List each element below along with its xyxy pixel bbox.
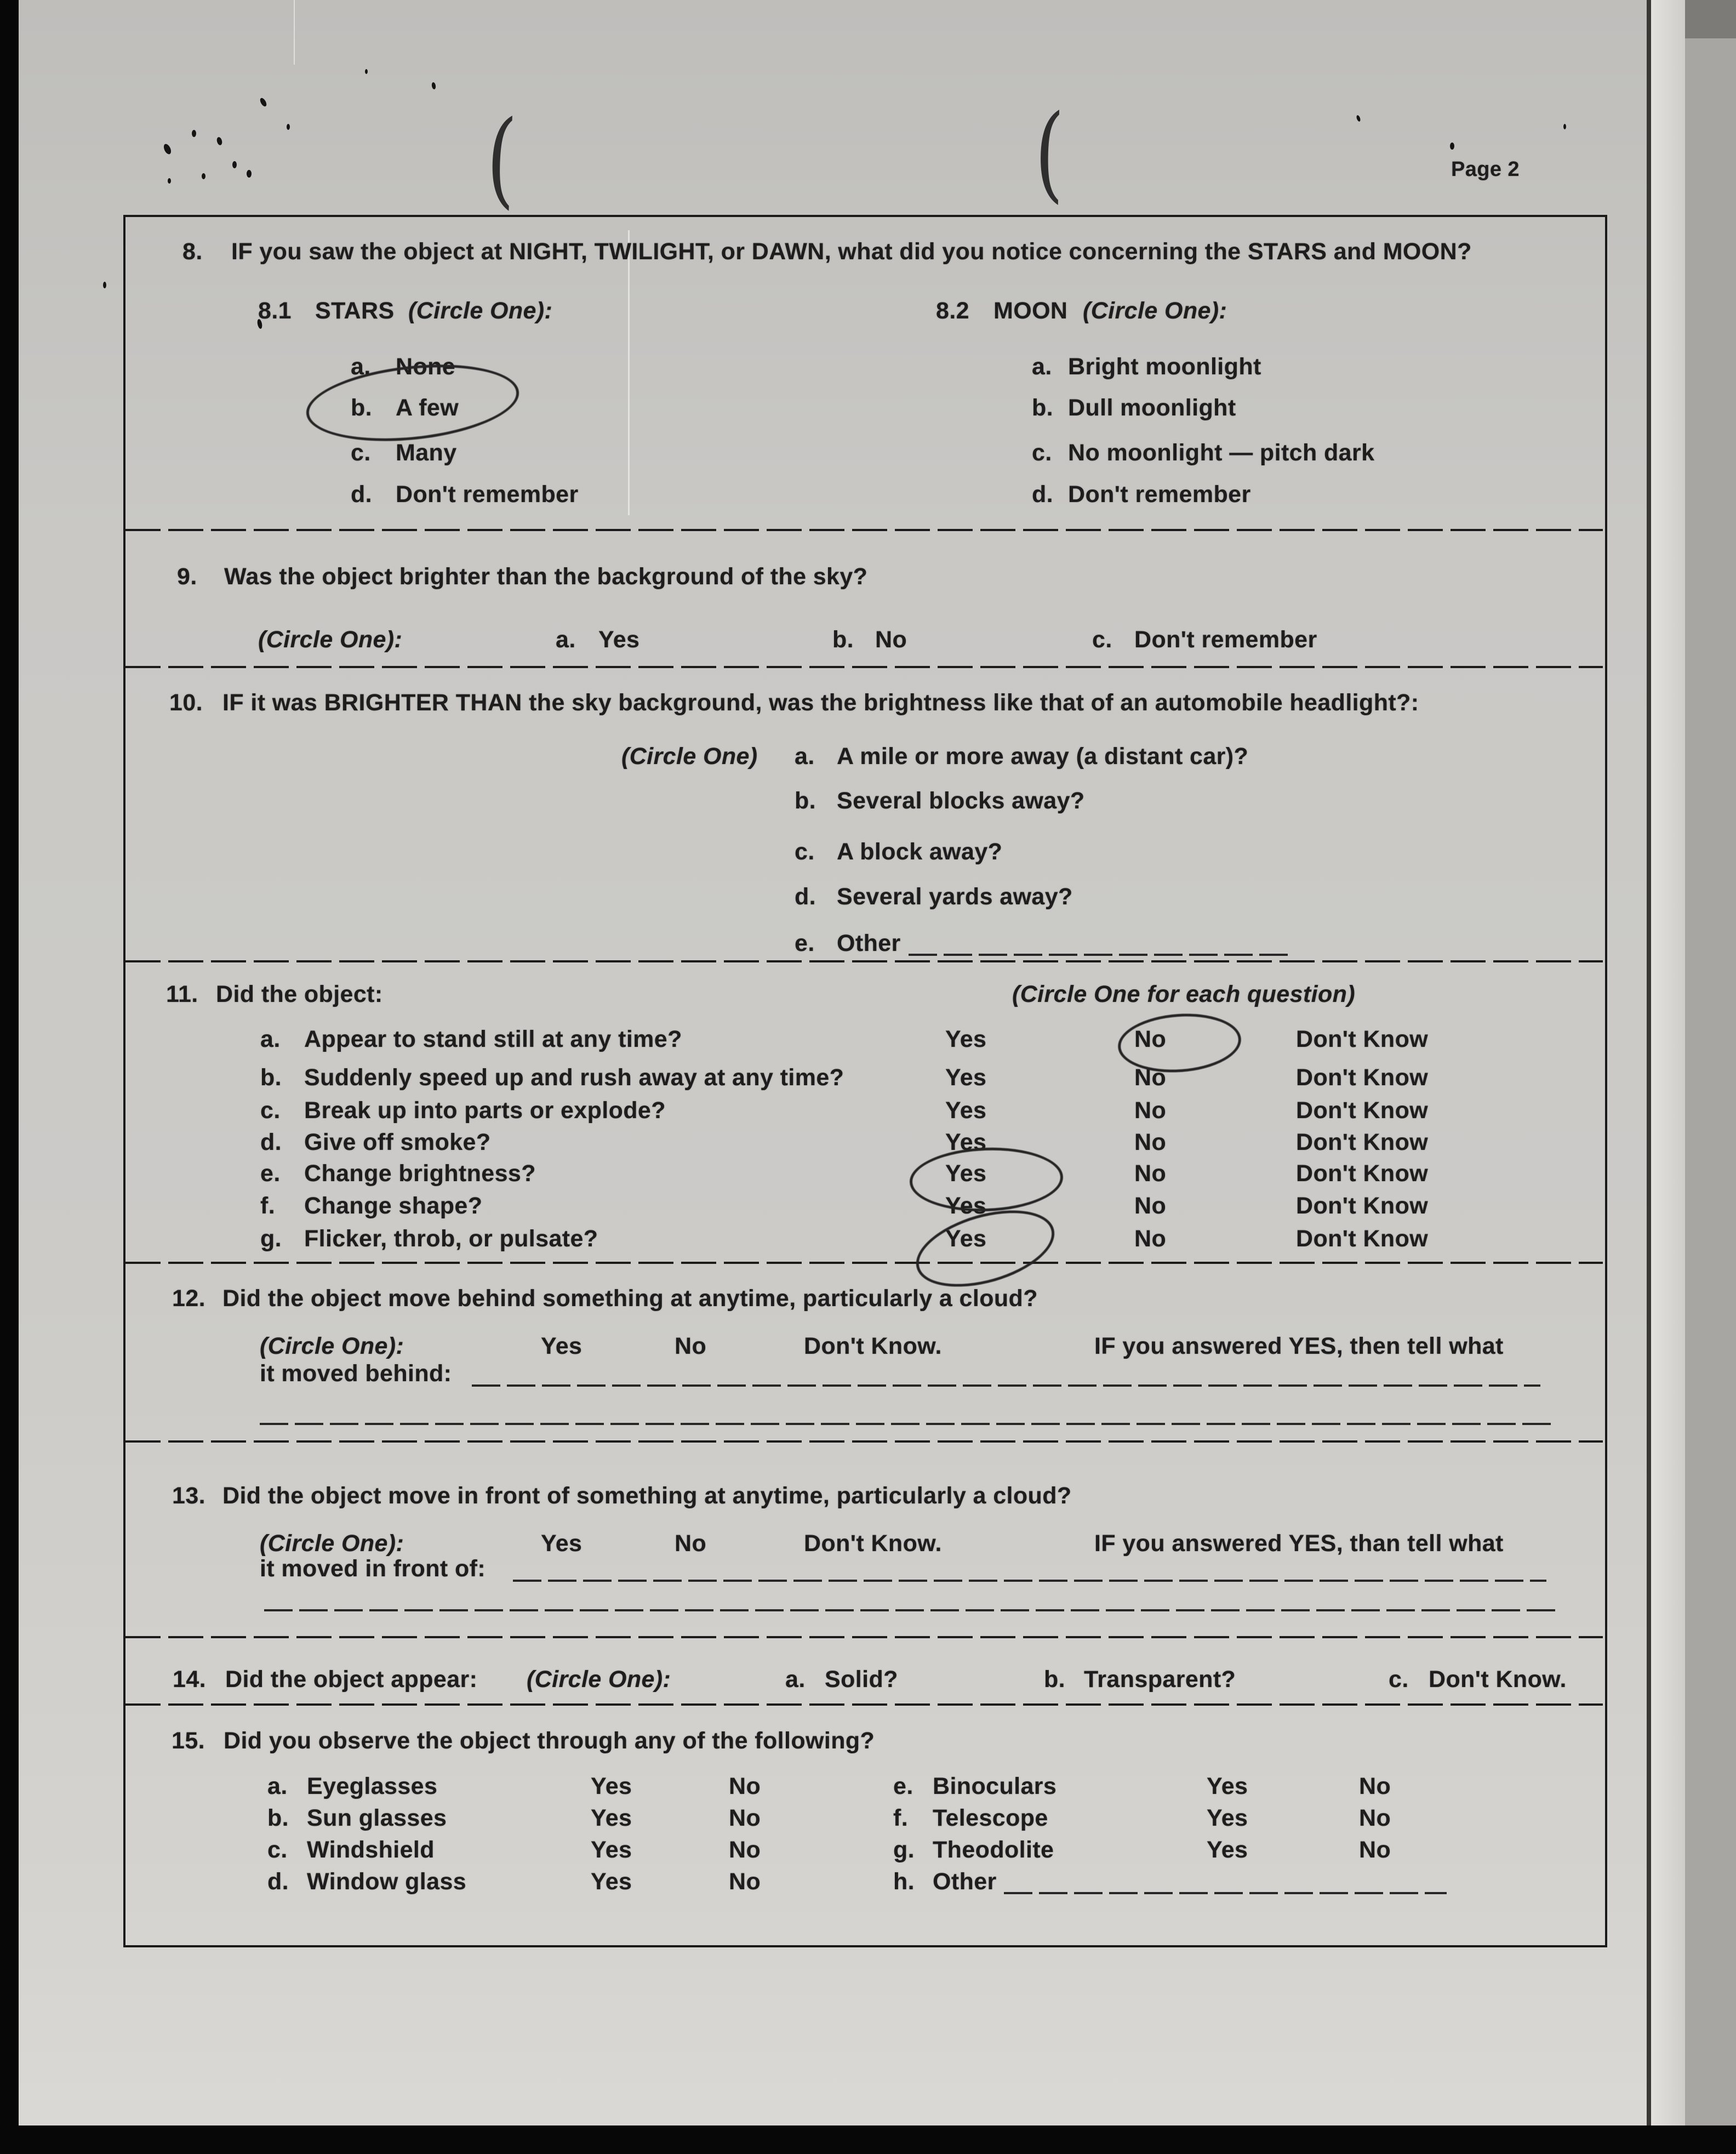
q11-row-no: No bbox=[1134, 1026, 1167, 1052]
q14-option-label: Solid? bbox=[825, 1666, 898, 1693]
q15-row-no: No bbox=[729, 1773, 761, 1799]
q10-number: 10. bbox=[169, 689, 203, 716]
q13-answer-blank-line-2 bbox=[264, 1609, 1555, 1611]
q13-circle-one: (Circle One): bbox=[260, 1530, 404, 1557]
q9-option-letter: b. bbox=[832, 626, 854, 653]
q11-instruction: (Circle One for each question) bbox=[1012, 981, 1356, 1007]
q11-row-no: No bbox=[1134, 1129, 1167, 1155]
q11-row-no: No bbox=[1134, 1064, 1167, 1091]
section-separator bbox=[125, 529, 1603, 531]
q10-option-letter: d. bbox=[795, 884, 816, 910]
q8-stars-option-label: Don't remember bbox=[396, 481, 579, 508]
q15-row-no: No bbox=[1359, 1837, 1391, 1863]
q13-dont-know: Don't Know. bbox=[804, 1530, 942, 1557]
q12-text: Did the object move behind something at anytime, particularly a cloud? bbox=[222, 1285, 1038, 1312]
q15-row-yes: Yes bbox=[591, 1868, 632, 1895]
q15-row-letter: h. bbox=[893, 1868, 915, 1895]
q11-row-yes: Yes bbox=[945, 1129, 987, 1155]
q15-row-label: Theodolite bbox=[933, 1837, 1054, 1863]
q12-circle-one: (Circle One): bbox=[260, 1333, 404, 1359]
q15-row-letter: c. bbox=[267, 1837, 288, 1863]
q11-row-no: No bbox=[1134, 1226, 1167, 1252]
scan-left-black-bar bbox=[0, 0, 19, 2154]
q8-moon-option-letter: b. bbox=[1032, 395, 1054, 421]
q13-number: 13. bbox=[172, 1483, 205, 1509]
section-separator bbox=[125, 1636, 1603, 1638]
q11-row-yes: Yes bbox=[945, 1064, 987, 1091]
q11-row-label: Appear to stand still at any time? bbox=[304, 1026, 682, 1052]
ink-speck bbox=[1563, 124, 1566, 129]
q11-row-letter: d. bbox=[260, 1129, 282, 1155]
q12-yes: Yes bbox=[541, 1333, 583, 1359]
q11-row-letter: f. bbox=[260, 1193, 276, 1219]
q8-stars-option-letter: b. bbox=[351, 395, 373, 421]
section-separator bbox=[125, 1262, 1603, 1264]
q15-row-letter: d. bbox=[267, 1868, 289, 1895]
q13-text: Did the object move in front of something at anytime, particularly a cloud? bbox=[222, 1483, 1072, 1509]
section-separator bbox=[125, 1440, 1603, 1443]
q15-row-yes: Yes bbox=[1207, 1837, 1248, 1863]
paper-right-edge-line bbox=[1647, 0, 1651, 2154]
q15-row-label: Telescope bbox=[933, 1805, 1048, 1831]
q11-row-dont-know: Don't Know bbox=[1296, 1160, 1429, 1187]
q8-stars-option-label: None bbox=[396, 354, 456, 380]
q13-answer-blank-line bbox=[513, 1580, 1546, 1582]
q10-option-letter: c. bbox=[795, 839, 815, 865]
q8-number: 8. bbox=[182, 238, 203, 265]
stray-paren-mark: ( bbox=[1033, 92, 1065, 214]
q14-option-letter: c. bbox=[1389, 1666, 1409, 1693]
q8-moon-option-letter: a. bbox=[1032, 354, 1052, 380]
q9-option-label: No bbox=[875, 626, 907, 653]
q10-other-blank-line bbox=[909, 954, 1289, 956]
q12-answer-blank-line-2 bbox=[260, 1423, 1555, 1425]
scan-scratch bbox=[294, 0, 295, 65]
q11-row-label: Give off smoke? bbox=[304, 1129, 491, 1155]
q12-if-text: IF you answered YES, then tell what bbox=[1094, 1333, 1504, 1359]
q9-option-letter: c. bbox=[1092, 626, 1112, 653]
q11-row-dont-know: Don't Know bbox=[1296, 1026, 1429, 1052]
q15-row-yes: Yes bbox=[1207, 1805, 1248, 1831]
scan-bottom-black-bar bbox=[0, 2125, 1736, 2154]
page-number-label: Page 2 bbox=[1451, 158, 1520, 181]
q11-row-label: Change shape? bbox=[304, 1193, 483, 1219]
q13-yes: Yes bbox=[541, 1530, 583, 1557]
q11-row-letter: a. bbox=[260, 1026, 281, 1052]
q15-other-blank-line bbox=[1004, 1892, 1447, 1894]
q15-row-yes: Yes bbox=[591, 1805, 632, 1831]
stray-paren-mark: ( bbox=[484, 96, 518, 220]
q10-circle-one: (Circle One) bbox=[621, 743, 758, 770]
q11-row-yes: Yes bbox=[945, 1193, 987, 1219]
q12-no: No bbox=[675, 1333, 707, 1359]
q15-number: 15. bbox=[172, 1728, 205, 1754]
ink-speck bbox=[431, 82, 436, 89]
q15-row-letter: f. bbox=[893, 1805, 909, 1831]
q14-option-label: Transparent? bbox=[1084, 1666, 1236, 1693]
ink-speck bbox=[287, 124, 290, 130]
q11-row-dont-know: Don't Know bbox=[1296, 1193, 1429, 1219]
q11-row-dont-know: Don't Know bbox=[1296, 1129, 1429, 1155]
ink-speck bbox=[259, 97, 267, 107]
q11-row-no: No bbox=[1134, 1160, 1167, 1187]
q8-moon-option-letter: c. bbox=[1032, 440, 1052, 466]
q8-stars-number: 8.1 bbox=[258, 298, 292, 324]
paper-right-highlight bbox=[1651, 0, 1685, 2154]
q14-option-label: Don't Know. bbox=[1429, 1666, 1567, 1693]
q11-row-yes: Yes bbox=[945, 1226, 987, 1252]
section-separator bbox=[125, 960, 1603, 962]
q15-row-label: Binoculars bbox=[933, 1773, 1057, 1799]
q15-row-yes: Yes bbox=[591, 1837, 632, 1863]
q8-moon-option-label: No moonlight — pitch dark bbox=[1068, 440, 1375, 466]
q14-option-letter: a. bbox=[785, 1666, 806, 1693]
ink-speck bbox=[202, 173, 205, 179]
q10-option-label: A block away? bbox=[837, 839, 1003, 865]
ink-speck bbox=[1450, 143, 1454, 150]
q10-option-letter: b. bbox=[795, 788, 816, 814]
q11-row-letter: g. bbox=[260, 1226, 282, 1252]
q9-option-label: Don't remember bbox=[1134, 626, 1317, 653]
q11-row-yes: Yes bbox=[945, 1097, 987, 1124]
q9-number: 9. bbox=[177, 563, 197, 590]
q10-option-label: Other bbox=[837, 930, 901, 956]
q15-row-yes: Yes bbox=[1207, 1773, 1248, 1799]
q8-stars-option-label: A few bbox=[396, 395, 459, 421]
ink-speck bbox=[168, 178, 171, 184]
q10-option-label: Several yards away? bbox=[837, 884, 1073, 910]
q13-lead: it moved in front of: bbox=[260, 1555, 486, 1582]
q8-stars-option-letter: a. bbox=[351, 354, 371, 380]
q13-no: No bbox=[675, 1530, 707, 1557]
q8-moon-option-letter: d. bbox=[1032, 481, 1054, 508]
q11-row-dont-know: Don't Know bbox=[1296, 1097, 1429, 1124]
q8-moon-option-label: Bright moonlight bbox=[1068, 354, 1261, 380]
ink-speck bbox=[103, 282, 106, 288]
q14-text: Did the object appear: bbox=[225, 1666, 478, 1693]
q11-number: 11. bbox=[166, 981, 198, 1007]
q8-stars-circle-one: (Circle One): bbox=[408, 298, 553, 324]
q9-text: Was the object brighter than the background of the sky? bbox=[224, 563, 868, 590]
q15-row-letter: g. bbox=[893, 1837, 915, 1863]
q15-row-label: Window glass bbox=[307, 1868, 467, 1895]
scan-right-margin bbox=[1685, 0, 1736, 2154]
q15-row-letter: e. bbox=[893, 1773, 913, 1799]
q8-stars-option-letter: c. bbox=[351, 440, 371, 466]
q14-circle-one: (Circle One): bbox=[527, 1666, 671, 1693]
q10-option-letter: e. bbox=[795, 930, 815, 956]
q10-option-label: Several blocks away? bbox=[837, 788, 1085, 814]
q11-row-letter: e. bbox=[260, 1160, 281, 1187]
q10-text: IF it was BRIGHTER THAN the sky background, was the brightness like that of an automobile headlight?: bbox=[222, 689, 1419, 716]
q8-stars-title: STARS bbox=[315, 298, 395, 324]
q15-row-yes: Yes bbox=[591, 1773, 632, 1799]
q15-row-no: No bbox=[1359, 1805, 1391, 1831]
q11-row-letter: c. bbox=[260, 1097, 281, 1124]
scan-corner-shadow bbox=[1685, 0, 1736, 38]
q12-answer-blank-line bbox=[472, 1384, 1540, 1387]
q11-row-label: Flicker, throb, or pulsate? bbox=[304, 1226, 598, 1252]
q12-number: 12. bbox=[172, 1285, 205, 1312]
q15-row-no: No bbox=[729, 1805, 761, 1831]
q12-lead: it moved behind: bbox=[260, 1360, 452, 1387]
q15-row-label: Other bbox=[933, 1868, 997, 1895]
section-separator bbox=[125, 1703, 1603, 1706]
q15-row-letter: a. bbox=[267, 1773, 288, 1799]
q15-text: Did you observe the object through any of the following? bbox=[224, 1728, 875, 1754]
q8-moon-option-label: Don't remember bbox=[1068, 481, 1251, 508]
q8-moon-option-label: Dull moonlight bbox=[1068, 395, 1236, 421]
ink-speck bbox=[365, 69, 368, 74]
q8-stars-option-label: Many bbox=[396, 440, 457, 466]
q15-row-label: Eyeglasses bbox=[307, 1773, 438, 1799]
q11-text: Did the object: bbox=[216, 981, 383, 1007]
ink-speck bbox=[162, 143, 172, 156]
q15-row-no: No bbox=[729, 1868, 761, 1895]
q8-stars-option-letter: d. bbox=[351, 481, 373, 508]
q11-row-yes: Yes bbox=[945, 1160, 987, 1187]
ink-speck bbox=[1356, 115, 1361, 122]
q10-option-label: A mile or more away (a distant car)? bbox=[837, 743, 1249, 770]
q9-option-label: Yes bbox=[598, 626, 640, 653]
q15-row-label: Windshield bbox=[307, 1837, 435, 1863]
ink-speck bbox=[192, 130, 196, 137]
q13-if-text: IF you answered YES, than tell what bbox=[1094, 1530, 1504, 1557]
q11-row-dont-know: Don't Know bbox=[1296, 1064, 1429, 1091]
q11-row-no: No bbox=[1134, 1097, 1167, 1124]
q9-option-letter: a. bbox=[556, 626, 576, 653]
ink-speck bbox=[232, 161, 237, 168]
q10-option-letter: a. bbox=[795, 743, 815, 770]
q15-row-no: No bbox=[1359, 1773, 1391, 1799]
q15-row-label: Sun glasses bbox=[307, 1805, 447, 1831]
q14-option-letter: b. bbox=[1044, 1666, 1066, 1693]
q11-row-no: No bbox=[1134, 1193, 1167, 1219]
q11-row-label: Break up into parts or explode? bbox=[304, 1097, 666, 1124]
section-separator bbox=[125, 666, 1603, 668]
q11-row-letter: b. bbox=[260, 1064, 282, 1091]
ink-speck bbox=[216, 136, 223, 146]
q11-row-label: Change brightness? bbox=[304, 1160, 536, 1187]
q8-text: IF you saw the object at NIGHT, TWILIGHT, or DAWN, what did you notice concerning the STARS and MOON? bbox=[231, 238, 1472, 265]
ink-speck bbox=[247, 170, 252, 178]
q8-moon-circle-one: (Circle One): bbox=[1083, 298, 1227, 324]
q15-row-no: No bbox=[729, 1837, 761, 1863]
q8-moon-title: MOON bbox=[993, 298, 1068, 324]
q11-row-yes: Yes bbox=[945, 1026, 987, 1052]
q15-row-letter: b. bbox=[267, 1805, 289, 1831]
q12-dont-know: Don't Know. bbox=[804, 1333, 942, 1359]
q14-number: 14. bbox=[173, 1666, 206, 1693]
q9-circle-one: (Circle One): bbox=[258, 626, 403, 653]
q8-moon-number: 8.2 bbox=[936, 298, 969, 324]
q11-row-label: Suddenly speed up and rush away at any time? bbox=[304, 1064, 844, 1091]
q11-row-dont-know: Don't Know bbox=[1296, 1226, 1429, 1252]
